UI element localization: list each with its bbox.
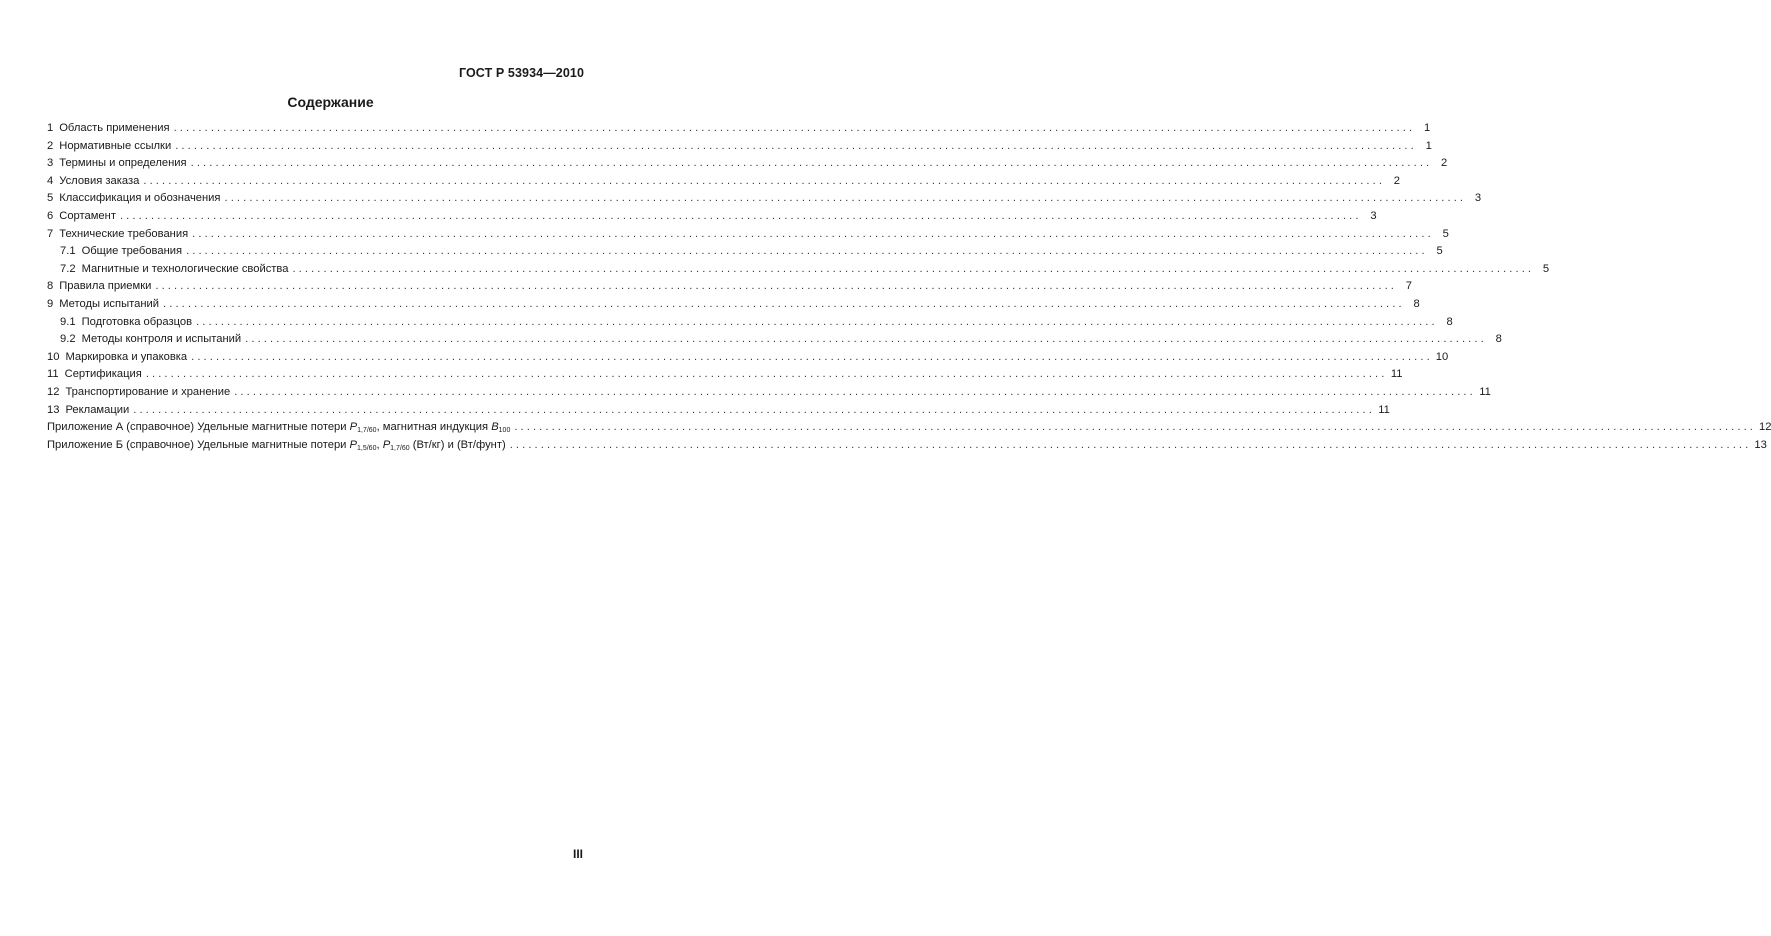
toc-entry[interactable] [47, 155, 1448, 173]
toc-entry-title: Нормативные ссылки [59, 139, 172, 152]
toc-entry-label [60, 314, 192, 332]
toc-appendix-b[interactable] [47, 437, 1767, 455]
toc-entry-label [47, 366, 142, 384]
toc-entry-title: Методы контроля и испытаний [81, 333, 242, 346]
toc-entry-title: Подготовка образцов [81, 315, 193, 328]
toc-entry-number: 5 [47, 192, 54, 205]
toc-entry-title: Технические требования [59, 227, 189, 240]
toc-entry-page: 8 [1413, 297, 1420, 310]
toc-entry-page: 10 [1435, 350, 1449, 363]
dot-leader: ........................................................................................................................................................................................................ [191, 350, 1433, 363]
dot-leader: ........................................................................................................................................................................................................ [292, 262, 1535, 275]
toc-entry-title: Общие требования [81, 245, 183, 258]
toc-entry-number: 9 [47, 297, 54, 310]
toc-entry-number: 7.2 [60, 262, 76, 275]
toc-entry[interactable] [47, 208, 1377, 226]
toc-entry-title: Правила приемки [59, 280, 152, 293]
toc-entry[interactable] [47, 278, 1413, 296]
toc-entry[interactable] [47, 402, 1390, 420]
toc-entry-page: 11 [1479, 385, 1491, 398]
toc-entry-number: 12 [47, 385, 60, 398]
dot-leader: ........................................................................................................................................................................................................ [163, 297, 1405, 310]
toc-entry-title: Транспортирование и хранение [65, 385, 231, 398]
toc-entry-page: 7 [1405, 280, 1413, 293]
dot-leader: ........................................................................................................................................................................................................ [514, 421, 1756, 434]
toc-entry-label [47, 349, 187, 367]
toc-entry-number: 6 [47, 209, 54, 222]
appendix-b-page: 13 [1754, 438, 1767, 451]
toc-entry-label [47, 402, 129, 420]
toc-entry[interactable] [47, 366, 1403, 384]
toc-entry-number: 9.1 [60, 315, 76, 328]
toc-entry[interactable] [47, 384, 1491, 402]
toc-entry-title: Классификация и обозначения [59, 192, 221, 205]
toc-entry-number: 10 [47, 350, 60, 363]
toc-entry-number: 13 [47, 403, 60, 416]
toc-entry-title: Маркировка и упаковка [65, 350, 188, 363]
toc-entry-page: 8 [1495, 333, 1502, 346]
toc-entry-label [47, 190, 220, 208]
toc-entry-page: 2 [1393, 174, 1401, 187]
toc-entry-label [47, 208, 116, 226]
toc-entries [47, 120, 1550, 419]
toc-entry-label [47, 120, 170, 138]
toc-entry-number: 1 [47, 122, 54, 134]
toc-appendix-a[interactable] [47, 419, 1771, 437]
toc-entry-label [47, 226, 188, 244]
toc-entry-title: Сортамент [59, 209, 116, 222]
toc-entry-title: Условия заказа [59, 174, 140, 187]
toc-entry[interactable] [47, 190, 1482, 208]
document-code: ГОСТ Р 53934—2010 [458, 66, 584, 80]
toc-entry-number: 3 [47, 157, 54, 170]
toc-entry-title: Область применения [59, 122, 170, 134]
dot-leader: ........................................................................................................................................................................................................ [192, 227, 1434, 240]
dot-leader: ........................................................................................................................................................................................................ [175, 139, 1417, 152]
toc-entry[interactable] [47, 120, 1431, 138]
appendix-a-label: Приложение А (справочное) Удельные магнитные потери $P_{1,7/60}$, магнитная индукция $B_{100}$ [47, 421, 511, 435]
toc-entry-title: Магнитные и технологические свойства [81, 262, 289, 275]
toc-entry-page: 5 [1542, 262, 1550, 275]
toc-entry-page: 8 [1446, 315, 1453, 328]
dot-leader: ........................................................................................................................................................................................................ [196, 315, 1438, 328]
dot-leader: ........................................................................................................................................................................................................ [509, 438, 1752, 451]
dot-leader: ........................................................................................................................................................................................................ [245, 333, 1487, 346]
dot-leader: ........................................................................................................................................................................................................ [186, 245, 1428, 258]
toc-entry[interactable] [47, 331, 1502, 349]
toc-entry-number: 7 [47, 227, 54, 240]
page-number: III [572, 847, 583, 861]
toc-entry-title: Методы испытаний [59, 297, 160, 310]
dot-leader: ........................................................................................................................................................................................................ [119, 209, 1362, 222]
toc-entry-title: Термины и определения [59, 157, 187, 170]
toc-entry-number: 4 [47, 174, 54, 187]
toc-entry-page: 11 [1378, 403, 1390, 416]
toc-entry-number: 8 [47, 280, 54, 293]
toc-entry[interactable] [47, 261, 1550, 279]
toc-entry-title: Рекламации [65, 403, 130, 416]
dot-leader: ........................................................................................................................................................................................................ [173, 122, 1416, 134]
toc-entry-page: 5 [1436, 245, 1443, 258]
toc-entry-label [47, 138, 171, 156]
toc-entry-page: 3 [1370, 209, 1377, 222]
toc-entry-number: 9.2 [60, 333, 76, 346]
dot-leader: ........................................................................................................................................................................................................ [155, 280, 1398, 293]
dot-leader: ........................................................................................................................................................................................................ [190, 157, 1433, 170]
page-title: Содержание [287, 94, 374, 110]
toc-entry-title: Сертификация [64, 368, 142, 381]
toc-entry-page: 1 [1425, 139, 1432, 152]
toc-entry-number: 11 [47, 368, 59, 381]
toc-entry[interactable] [47, 296, 1420, 314]
table-of-contents [47, 120, 1771, 454]
toc-entry-number: 2 [47, 139, 54, 152]
toc-entry[interactable] [47, 349, 1449, 367]
toc-entry-page: 5 [1442, 227, 1449, 240]
dot-leader: ........................................................................................................................................................................................................ [224, 192, 1467, 205]
toc-entry-label [60, 243, 182, 261]
toc-entry-page: 2 [1441, 157, 1448, 170]
appendix-b-label: Приложение Б (справочное) Удельные магнитные потери $P_{1,5/60}$, $P_{1,7/60}$ (Вт/кг) и (Вт/фунт) [47, 438, 506, 452]
toc-entry-label [47, 173, 139, 191]
toc-entry-label [60, 261, 288, 279]
dot-leader: ........................................................................................................................................................................................................ [145, 368, 1388, 381]
toc-entry-label [47, 155, 187, 173]
dot-leader: ........................................................................................................................................................................................................ [234, 385, 1476, 398]
toc-entry-label [47, 384, 230, 402]
toc-entry-label [60, 331, 241, 349]
toc-entry-label [47, 296, 159, 314]
toc-entry-number: 7.1 [60, 245, 76, 258]
toc-entry-page: 1 [1424, 122, 1431, 134]
toc-entry[interactable] [47, 173, 1401, 191]
toc-entry-page: 3 [1474, 192, 1482, 205]
dot-leader: ........................................................................................................................................................................................................ [133, 403, 1375, 416]
toc-entry-page: 11 [1390, 368, 1403, 381]
toc-entry[interactable] [47, 243, 1443, 261]
toc-entry[interactable] [47, 226, 1449, 244]
dot-leader: ........................................................................................................................................................................................................ [143, 174, 1386, 187]
toc-entry-label [47, 278, 151, 296]
appendix-a-page: 12 [1759, 421, 1771, 434]
toc-entry[interactable] [47, 138, 1432, 156]
toc-entry[interactable] [47, 314, 1453, 332]
